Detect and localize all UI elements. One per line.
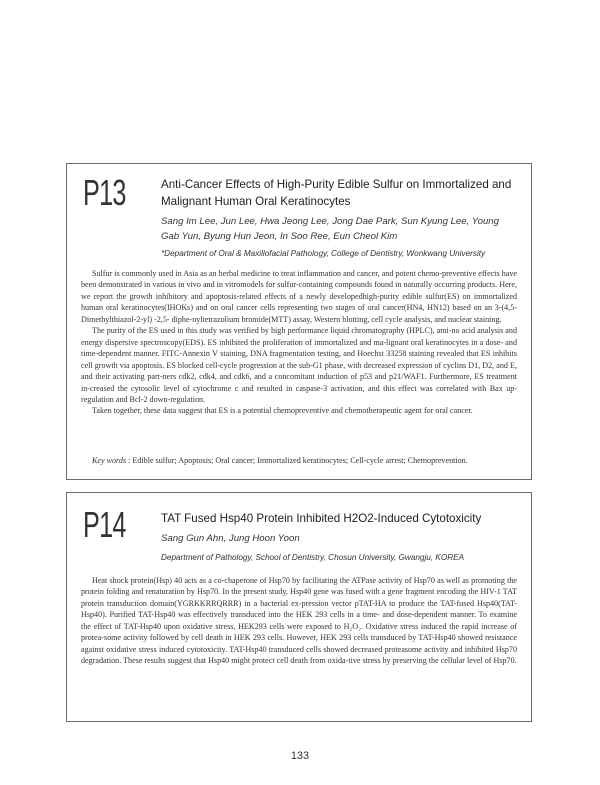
abstract-title: Anti-Cancer Effects of High-Purity Edible Sulfur on Immortalized and Malignant Human Oral Keratinocytes [161,178,512,208]
abstract-paragraph: Heat shock protein(Hsp) 40 acts as a co-chaperone of Hsp70 by facilitating the ATPase activity of Hsp70 as well as promoting the protein folding and renaturation by Hsp70. In the present study, Hsp40 gene was fused with a gene fragment encoding the HIV-1 TAT protein transduction domain(YGRKKRRQRRR) in a bacterial ex-pression vector pTAT-HA to produce the TAT-fused Hsp40(TAT-Hsp40). Purified TAT-Hsp40 was effectively transduced into the HEK 293 cells in a time- and dose-dependent manner. To examine the effect of TAT-Hsp40 upon oxidative stress, HEK293 cells were exposed to H₂O₂. Oxidative stress induced the rapid increase of protea-some activity followed by cell death in HEK 293 cells. However, HEK 293 cells transduced by TAT-Hsp40 showed resistance against oxidative stress induced cytotoxicity. TAT-Hsp40 transduced cells showed decreased proteasome activity and inhibited Hsp70 degradation. These results suggest that Hsp40 might protect cell death from oxida-tive stress by preserving the cellular level of Hsp70. [81,576,517,666]
abstract-title: TAT Fused Hsp40 Protein Inhibited H2O2-Induced Cytotoxicity [161,512,482,525]
abstract-paragraph: Sulfur is commonly used in Asia as an herbal medicine to treat inflammation and cancer, and potent chemo-preventive effects have been demonstrated in various in vivo and in vitromodels for sulfur-containing compounds found in naturally occurring products. Here, we report the growth inhibitory and apoptosis-related effects of a newly developedhigh-purity edible sulfur(ES) on immortalized human oral keratinocytes(IHOKs) and on oral cancer cells representing two stages of oral cancer(HN4, HN12) based on an 3-(4,5-Dimethylthiazol-2-yl) -2,5- diphe-nyltetrazolium bromide(MTT) assay, Western blotting, cell cycle analysis, and nuclear staining. [81,269,517,324]
page-number: 133 [290,750,310,762]
abstract-box-p13 [66,163,532,480]
abstract-number: P14 [83,504,126,545]
abstract-paragraph: The purity of the ES used in this study was verified by high performance liquid chromatography (HPLC), ami-no acid analysis and energy dispersive spectroscopy(EDS). ES inhibited the proliferation of immortalized and ma-lignant oral keratinocytes in a dose- and time-dependent manner. FITC-Annexin V staining, DNA fragmentation testing, and Hoechst 33258 staining revealed that ES inhibits cell growth via apoptosis. ES blocked cell-cycle progression at the sub-G1 phase, with decreased expression of cyclins D1, D2, and E, and their activating part-ners cdk2, cdk4, and cdk6, and a concomitant induction of p53 and p21/WAF1. Furthermore, ES treatment in-creased the cytosolic level of cytochrome c and resulted in caspase-3 activation, and this effect was correlated with Bax up-regulation and Bcl-2 down-regulation. [81,326,517,404]
abstract-authors: Sang Im Lee, Jun Lee, Hwa Jeong Lee, Jong Dae Park, Sun Kyung Lee, Young Gab Yun, Byung Hun Jeon, In Soo Ree, Eun Cheol Kim [161,216,499,242]
abstract-paragraph: Taken together, these data suggest that ES is a potential chemopreventive and chemotherapeutic agent for oral cancer. [92,406,473,416]
abstract-affiliation: Department of Pathology, School of Dentistry, Chosun University, Gwangju, KOREA [161,553,465,562]
abstract-number: P13 [83,172,126,213]
keywords-label: Key words [92,456,127,465]
abstract-body [81,268,517,417]
abstract-body [81,575,517,667]
abstract-affiliation: *Department of Oral & Maxillofacial Pathology, College of Dentistry, Wonkwang University [161,249,486,258]
abstract-box-p14 [66,492,532,722]
keywords-text: : Edible sulfur; Apoptosis; Oral cancer; Immortalized keratinocytes; Cell-cycle arrest; Chemoprevention. [126,456,468,465]
abstract-authors: Sang Gun Ahn, Jung Hoon Yoon [161,533,300,544]
keywords-line [81,455,517,466]
